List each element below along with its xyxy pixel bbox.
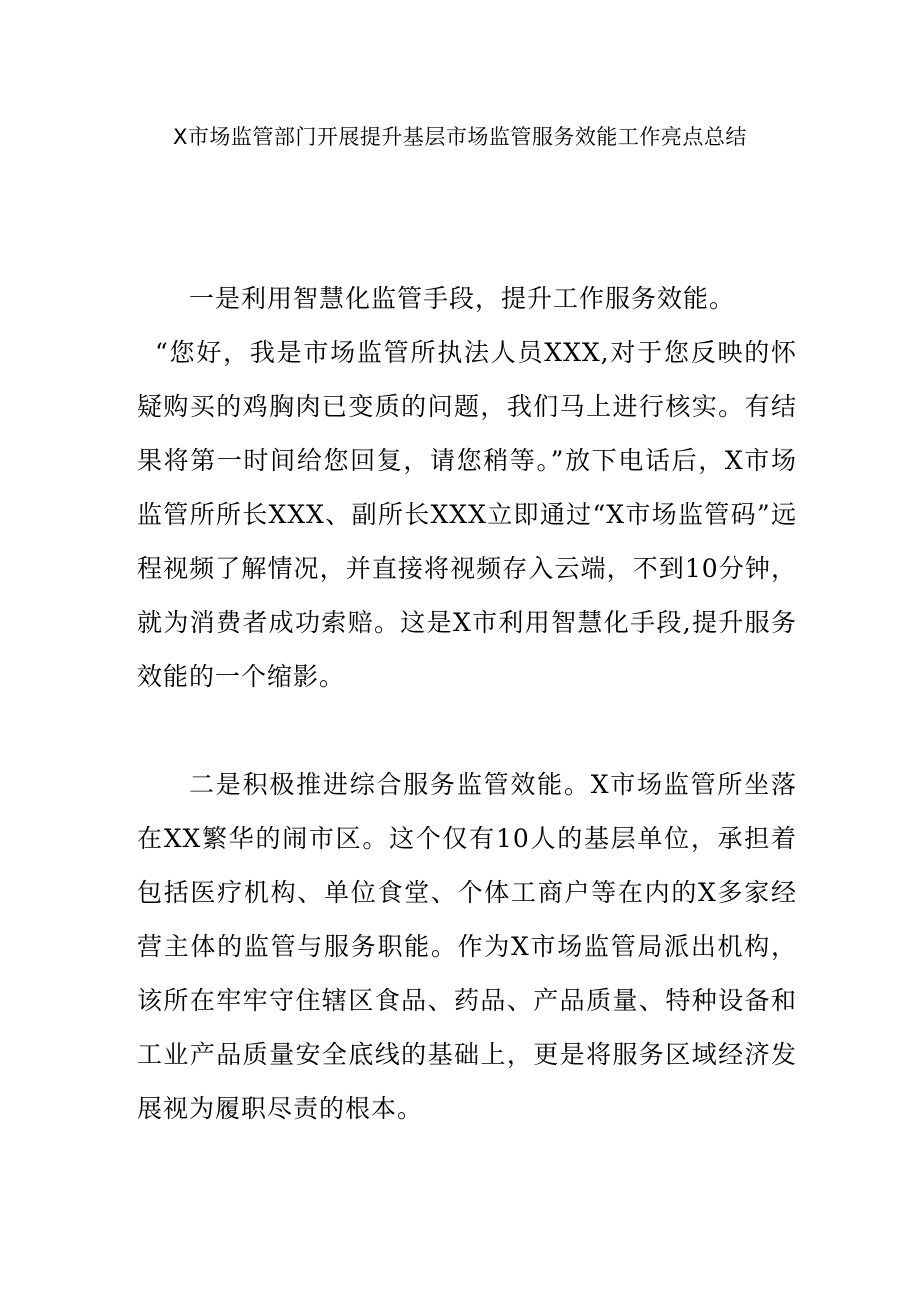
- paragraph-2: “您好，我是市场监管所执法人员XXX,对于您反映的怀疑购买的鸡胸肉已变质的问题，我们马上进行核实。有结果将第一时间给您回复，请您稍等。”放下电话后，X市场监管所所长XXX、副所长XXX立即通过“X市场监管码”远程视频了解情况，并直接将视频存入云端，不到10分钟，就为消费者成功索赔。这是X市利用智慧化手段,提升服务效能的一个缩影。: [137, 338, 797, 691]
- paragraph-3: 二是积极推进综合服务监管效能。X市场监管所坐落在XX繁华的闹市区。这个仅有10人的基层单位，承担着包括医疗机构、单位食堂、个体工商户等在内的X多家经营主体的监管与服务职能。作为X市场监管局派出机构，该所在牢牢守住辖区食品、药品、产品质量、特种设备和工业产品质量安全底线的基础上，更是将服务区域经济发展视为履职尽责的根本。: [137, 770, 797, 1123]
- document-title: X市场监管部门开展提升基层市场监管服务效能工作亮点总结: [173, 125, 747, 149]
- paragraph-1: 一是利用智慧化监管手段，提升工作服务效能。: [189, 284, 736, 313]
